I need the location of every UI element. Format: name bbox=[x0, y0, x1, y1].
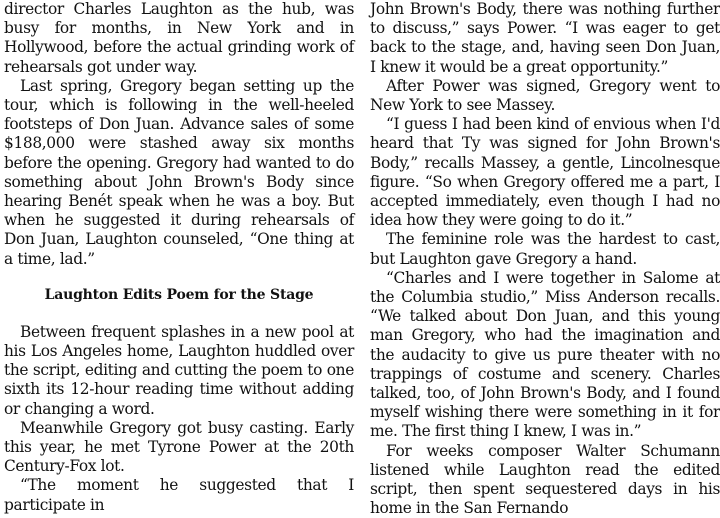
paragraph: John Brown's Body, there was nothing further to discuss,” says Power. “I was eager to get back to the stage, and, having seen Don Juan, I knew it would be a great opportunity.” bbox=[370, 0, 720, 76]
paragraph: “Charles and I were together in Salome at the Columbia studio,” Miss Anderson recalls. “We talked about Don Juan, and this young man Gregory, who had the imagination and the audacity to give us pure theater with no trappings of costume and scenery. Charles talked, too, of John Brown's Body, and I found myself wishing there were something in it for me. The first thing I knew, I was in.” bbox=[370, 268, 720, 441]
paragraph: Last spring, Gregory began setting up the tour, which is following in the well-heeled footsteps of Don Juan. Advance sales of some $188,000 were stashed away six months before the opening. Gregory had wanted to do something about John Brown's Body since hearing Benét speak when he was a boy. But when he suggested it during rehearsals of Don Juan, Laughton counseled, “One thing at a time, lad.” bbox=[4, 76, 354, 268]
paragraph: director Charles Laughton as the hub, was busy for months, in New York and in Hollywood, before the actual grinding work of rehearsals got under way. bbox=[4, 0, 354, 76]
paragraph: “I guess I had been kind of envious when I'd heard that Ty was signed for John Brown's Body,” recalls Massey, a gentle, Lincolnesque figure. “So when Gregory offered me a part, I accepted immediately, even though I had no idea how they were going to do it.” bbox=[370, 115, 720, 230]
paragraph: For weeks composer Walter Schumann listened while Laughton read the edited script, then spent sequestered days in his home in the San Fernando bbox=[370, 441, 720, 518]
left-column bbox=[4, 0, 354, 515]
paragraph: “The moment he suggested that I participate in bbox=[4, 476, 354, 514]
right-column bbox=[370, 0, 720, 518]
paragraph: Meanwhile Gregory got busy casting. Early this year, he met Tyrone Power at the 20th Century-Fox lot. bbox=[4, 418, 354, 476]
section-heading: Laughton Edits Poem for the Stage bbox=[44, 286, 314, 303]
paragraph: Between frequent splashes in a new pool at his Los Angeles home, Laughton huddled over the script, editing and cutting the poem to one sixth its 12-hour reading time without adding or changing a word. bbox=[4, 322, 354, 418]
paragraph: The feminine role was the hardest to cast, but Laughton gave Gregory a hand. bbox=[370, 230, 720, 268]
paragraph: After Power was signed, Gregory went to New York to see Massey. bbox=[370, 76, 720, 115]
